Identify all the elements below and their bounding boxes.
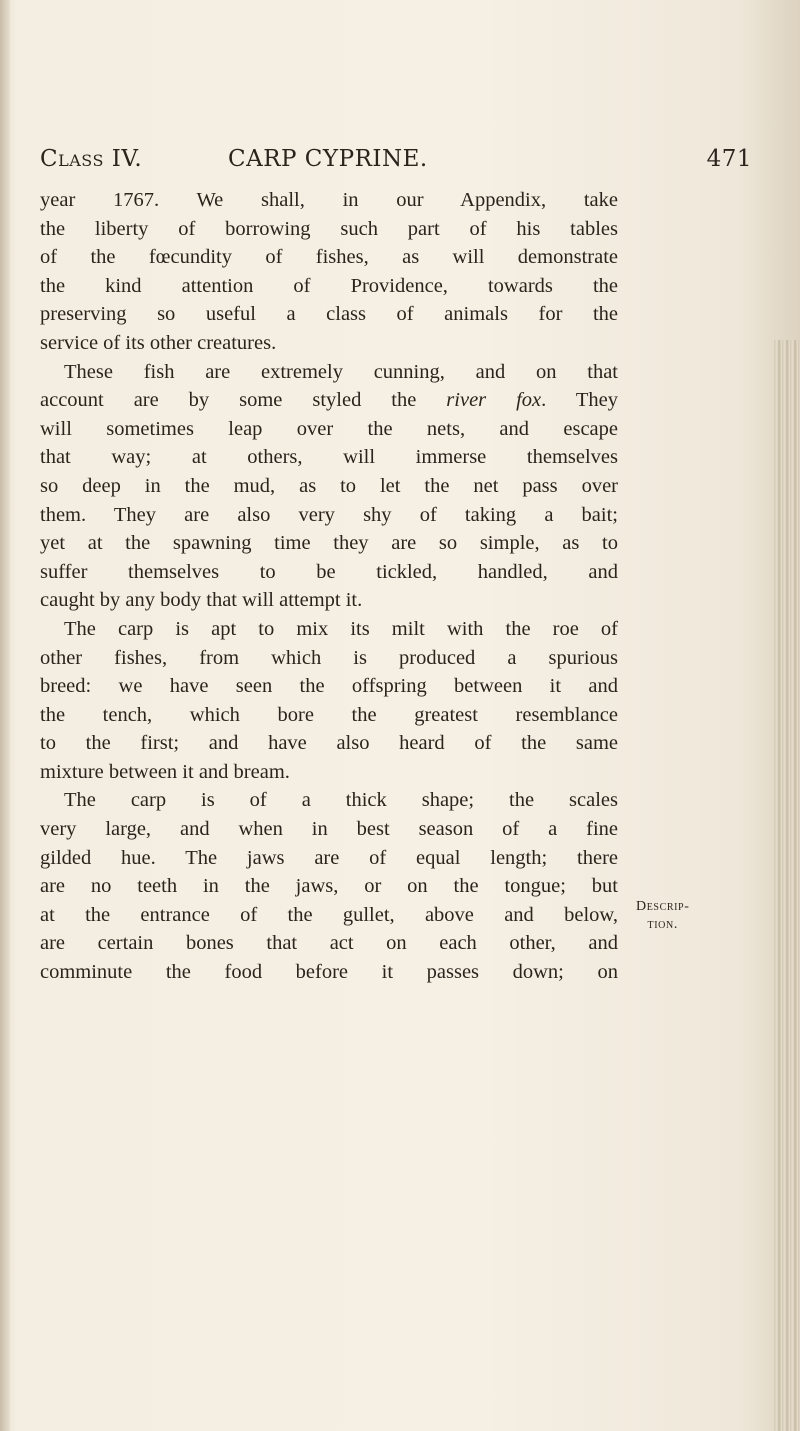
text-line: gilded hue. The jaws are of equal length; there bbox=[40, 846, 618, 869]
text-line: very large, and when in best season of a fine bbox=[40, 818, 618, 841]
margin-note-line-2: tion. bbox=[647, 917, 678, 932]
text-line: at the entrance of the gullet, above and below, bbox=[40, 903, 618, 926]
text-line: the kind attention of Providence, towards the bbox=[40, 274, 618, 297]
text-line: them. They are also very shy of taking a bait; bbox=[40, 503, 618, 526]
text-line: are no teeth in the jaws, or on the tongue; but bbox=[40, 875, 618, 898]
text-line: These fish are extremely cunning, and on that bbox=[64, 360, 618, 383]
text-line: will sometimes leap over the nets, and escape bbox=[40, 417, 618, 440]
margin-note-line-1: Descrip- bbox=[636, 899, 690, 914]
text-line: account are by some styled the river fox. They bbox=[40, 389, 618, 412]
text-line: The carp is of a thick shape; the scales bbox=[64, 789, 618, 812]
running-header bbox=[40, 146, 752, 178]
text-line: other fishes, from which is produced a spurious bbox=[40, 646, 618, 669]
text-line: that way; at others, will immerse themselves bbox=[40, 446, 618, 469]
page-number: 471 bbox=[706, 146, 752, 172]
text-line: yet at the spawning time they are so simple, as to bbox=[40, 532, 618, 555]
text-line: suffer themselves to be tickled, handled, and bbox=[40, 560, 618, 583]
body-text bbox=[40, 186, 618, 987]
text-line: year 1767. We shall, in our Appendix, take bbox=[40, 189, 618, 211]
page-gutter-shadow bbox=[0, 0, 10, 1431]
text-line: so deep in the mud, as to let the net pass over bbox=[40, 474, 618, 497]
text-line: breed: we have seen the offspring between it and bbox=[40, 675, 618, 698]
page-edge-stack bbox=[774, 340, 800, 1431]
text-line: service of its other creatures. bbox=[40, 331, 277, 354]
text-line: the liberty of borrowing such part of his tables bbox=[40, 217, 618, 240]
text-line: the tench, which bore the greatest resemblance bbox=[40, 703, 618, 726]
italic-phrase: river fox bbox=[446, 389, 542, 412]
text-line: preserving so useful a class of animals for the bbox=[40, 303, 618, 326]
text-line: of the fœcundity of fishes, as will demonstrate bbox=[40, 246, 618, 269]
text-line: The carp is apt to mix its milt with the roe of bbox=[64, 617, 618, 640]
text-line: are certain bones that act on each other, and bbox=[40, 932, 618, 955]
text-line: mixture between it and bream. bbox=[40, 760, 290, 783]
margin-note bbox=[636, 898, 689, 934]
header-class: Class IV. bbox=[40, 146, 143, 172]
text-line: comminute the food before it passes down; on bbox=[40, 961, 618, 984]
text-line: to the first; and have also heard of the same bbox=[40, 732, 618, 755]
text-line: caught by any body that will attempt it. bbox=[40, 589, 363, 612]
header-title: CARP CYPRINE. bbox=[228, 146, 428, 172]
